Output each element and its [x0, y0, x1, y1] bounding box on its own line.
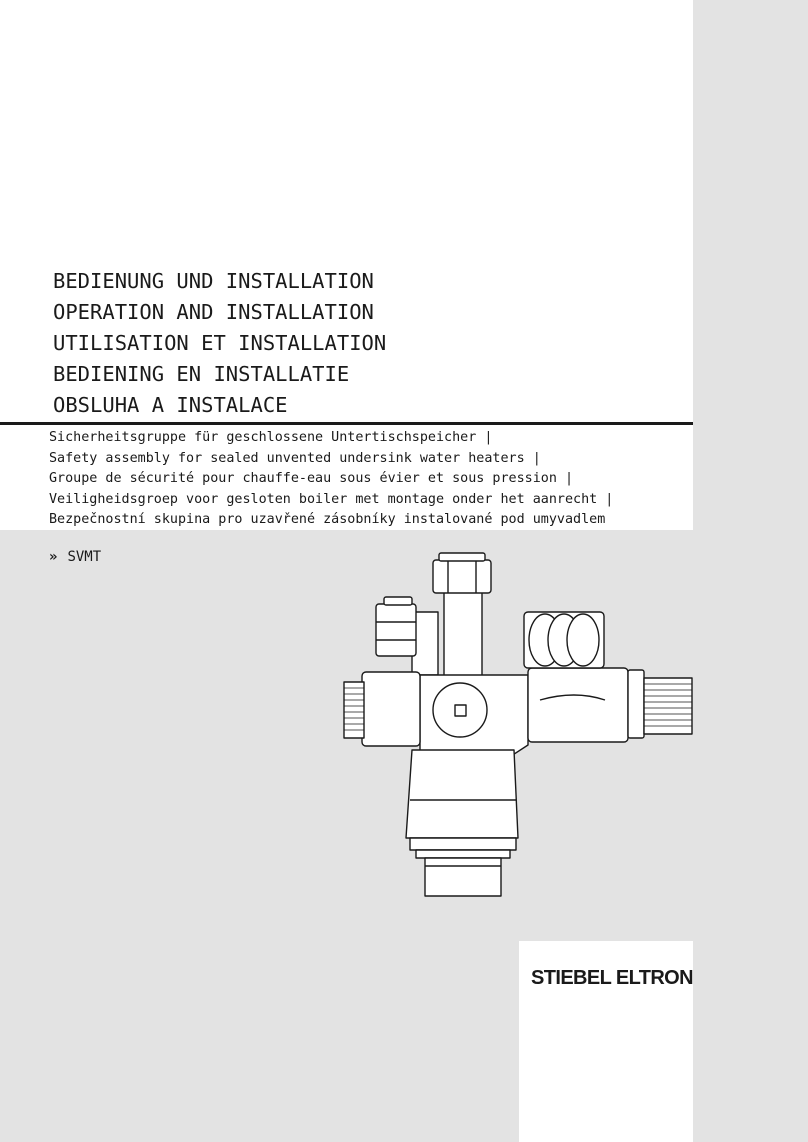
- subtitle-en: Safety assembly for sealed unvented undersink water heaters |: [49, 450, 541, 466]
- safety-valve-drawing: [340, 548, 700, 908]
- title-en: OPERATION AND INSTALLATION: [53, 300, 374, 324]
- chevron-right-icon: »: [49, 549, 58, 565]
- subtitle-de: Sicherheitsgruppe für geschlossene Untertischspeicher |: [49, 430, 493, 445]
- title-block: [53, 266, 386, 421]
- subtitle-cs: Bezpečnostní skupina pro uzavřené zásobníky instalované pod umyvadlem: [49, 512, 606, 528]
- model-label: [49, 549, 101, 565]
- subtitle-fr: Groupe de sécurité pour chauffe-eau sous évier et sous pression |: [49, 471, 574, 487]
- model-name: SVMT: [67, 549, 102, 565]
- title-fr: UTILISATION ET INSTALLATION: [53, 331, 387, 355]
- title-cs: OBSLUHA A INSTALACE: [53, 393, 288, 417]
- title-nl: BEDIENING EN INSTALLATIE: [53, 362, 350, 386]
- title-divider: [0, 422, 693, 425]
- brand-logo: STIEBEL ELTRON: [531, 967, 693, 989]
- subtitle-block: [49, 428, 613, 531]
- title-de: BEDIENUNG UND INSTALLATION: [53, 269, 374, 293]
- subtitle-nl: Veiligheidsgroep voor gesloten boiler met montage onder het aanrecht |: [49, 491, 614, 507]
